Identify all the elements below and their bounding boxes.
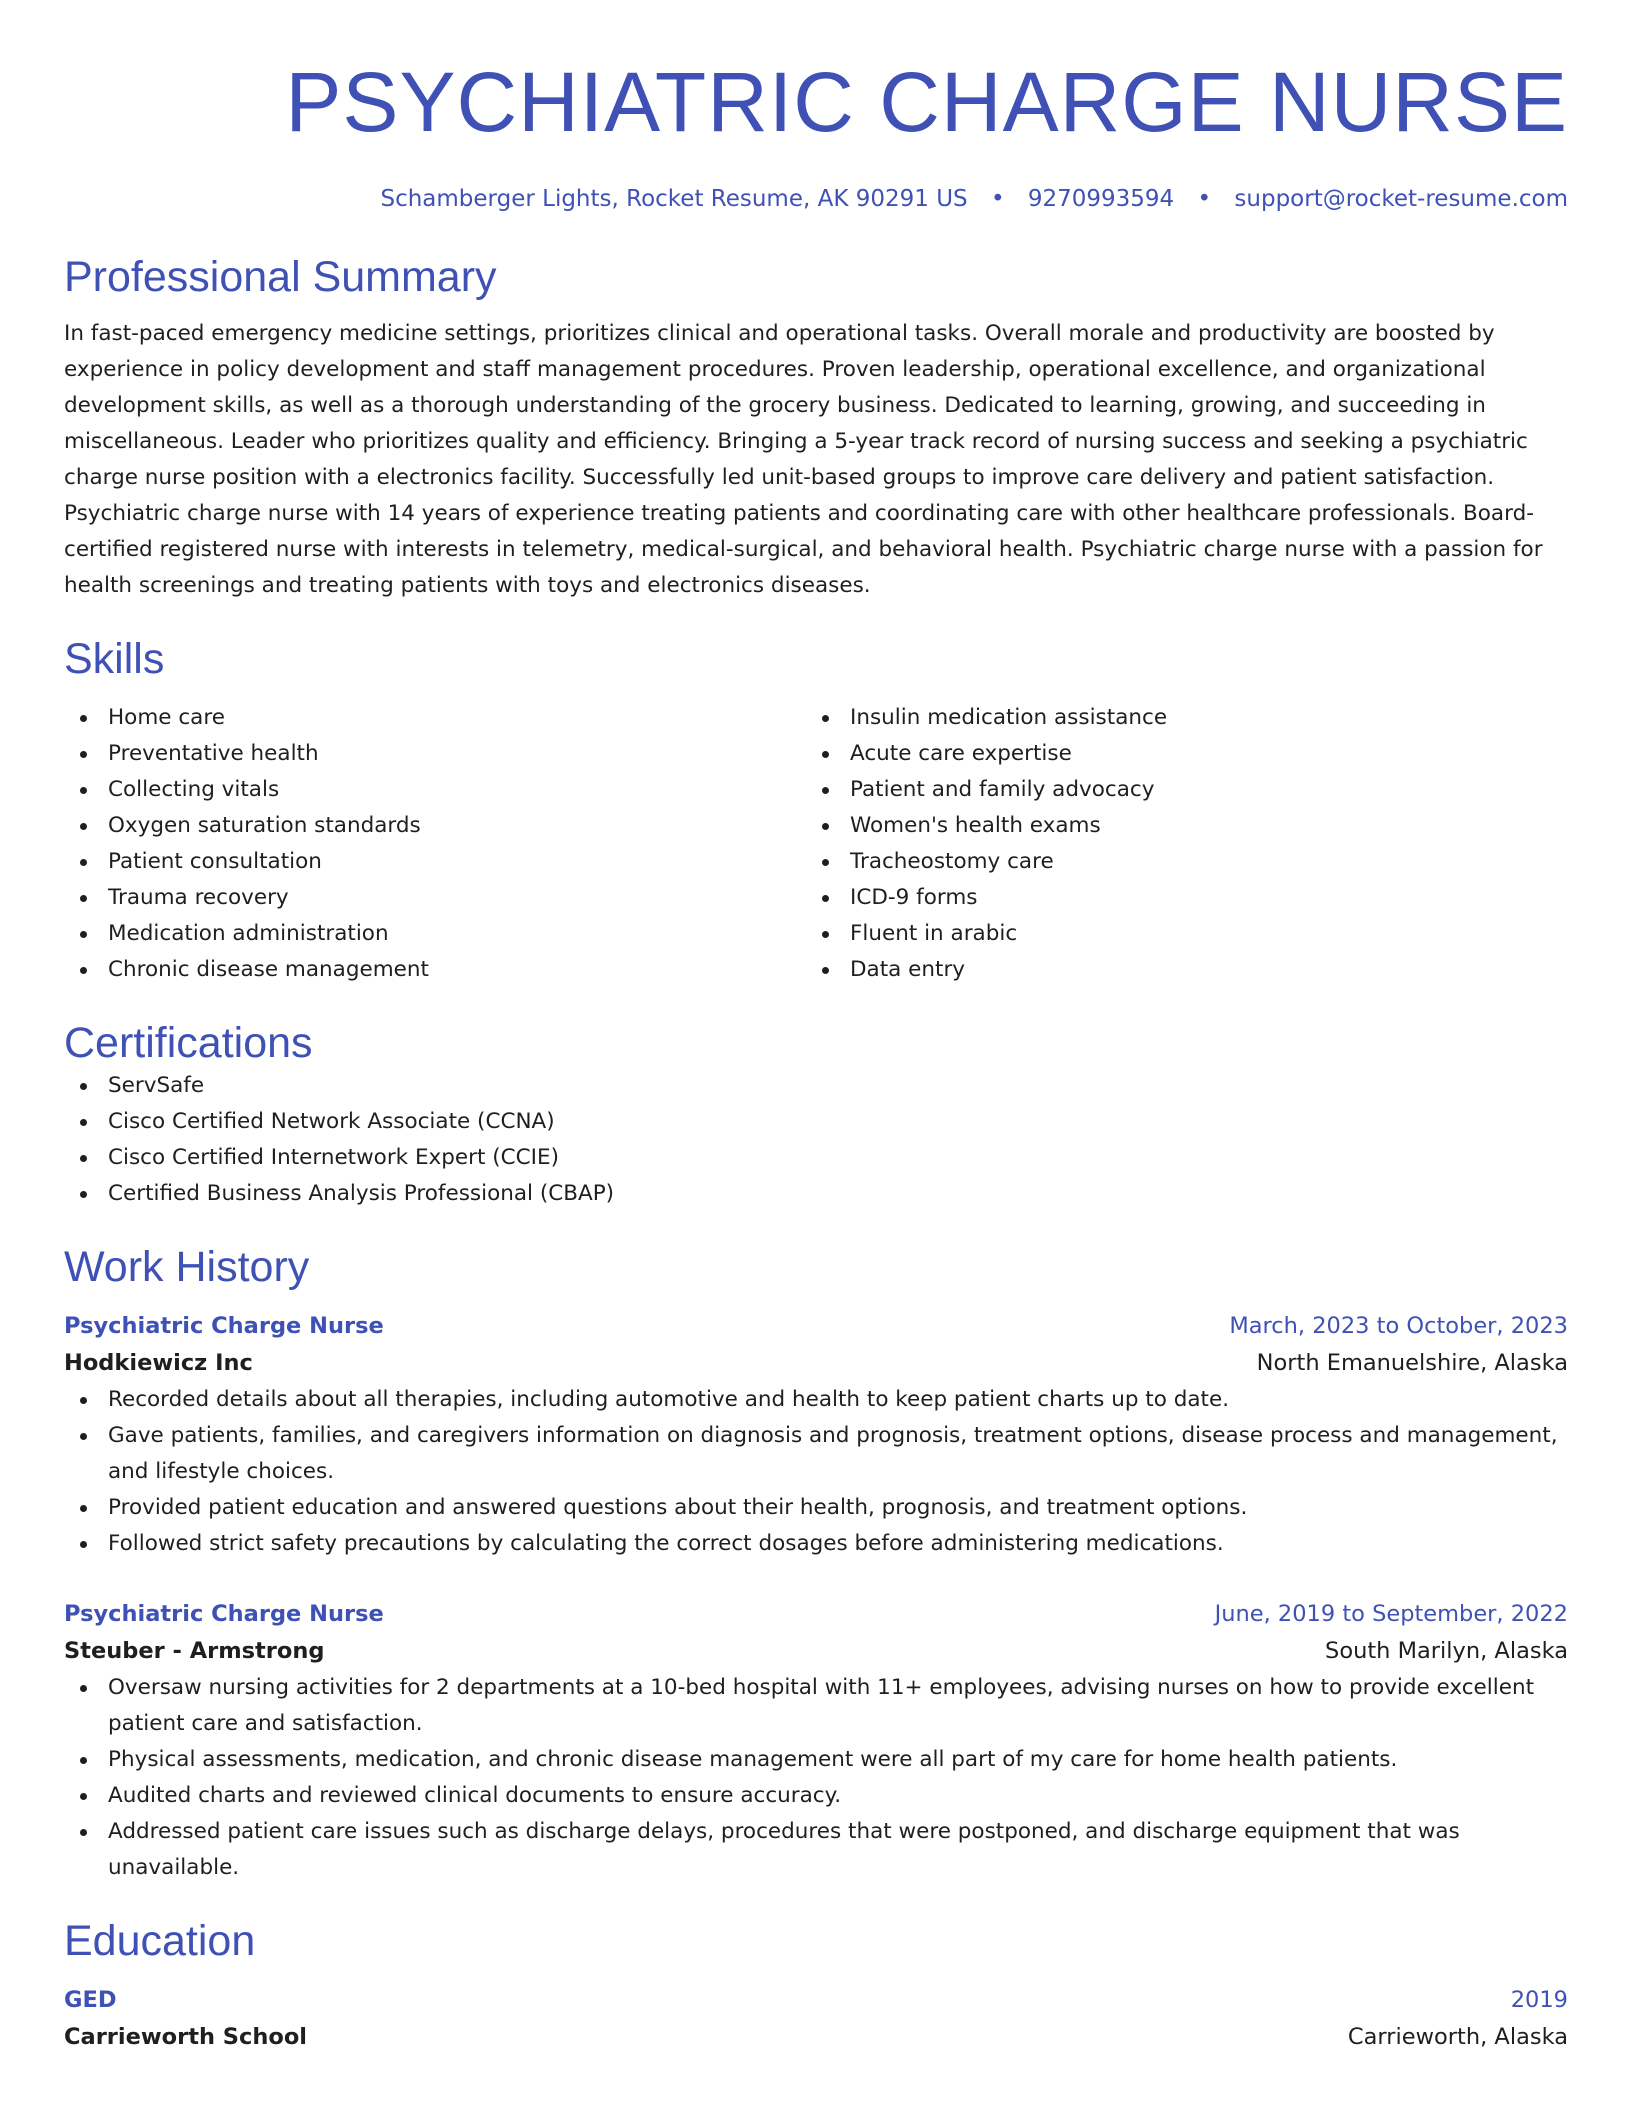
- job-duty: Provided patient education and answered questions about their health, prognosis, and treatment options.: [64, 1490, 1568, 1526]
- job-company-row: [64, 1632, 1568, 1670]
- section-heading: Professional Summary: [64, 253, 497, 301]
- skill-item: Collecting vitals: [64, 772, 806, 808]
- skills-list-left: [64, 700, 806, 988]
- contact-phone: 9270993594: [1027, 186, 1175, 212]
- certification-item: Certified Business Analysis Professional (CBAP): [64, 1176, 1568, 1212]
- education-entry: [64, 1982, 1568, 2056]
- contact-address: Schamberger Lights, Rocket Resume, AK 90291 US: [380, 186, 968, 212]
- section-heading: Certifications: [64, 1019, 313, 1067]
- work-history-section: [64, 1242, 1568, 1886]
- skill-item: Patient and family advocacy: [806, 772, 1548, 808]
- certification-item: ServSafe: [64, 1068, 1568, 1104]
- job-company-row: [64, 1344, 1568, 1382]
- job-duties-list: [64, 1382, 1568, 1562]
- skill-item: Medication administration: [64, 916, 806, 952]
- job-title: Psychiatric Charge Nurse: [64, 1601, 384, 1627]
- job-entry: [64, 1596, 1568, 1886]
- skill-item: Preventative health: [64, 736, 806, 772]
- contact-separator: •: [1197, 186, 1212, 212]
- job-title-row: [64, 1308, 1568, 1344]
- job-dates: June, 2019 to September, 2022: [1214, 1601, 1568, 1627]
- education-school-row: [64, 2018, 1568, 2056]
- job-location: South Marilyn, Alaska: [1325, 1638, 1568, 1664]
- job-company: Hodkiewicz Inc: [64, 1350, 253, 1376]
- contact-line: [64, 184, 1568, 214]
- job-duty: Recorded details about all therapies, including automotive and health to keep patient charts up to date.: [64, 1382, 1568, 1418]
- resume-header: [64, 54, 1568, 214]
- contact-separator: •: [990, 186, 1005, 212]
- job-duty: Gave patients, families, and caregivers information on diagnosis and prognosis, treatment options, disease process and management, and lifestyle choices.: [64, 1418, 1568, 1490]
- skill-item: Chronic disease management: [64, 952, 806, 988]
- candidate-title: PSYCHIATRIC CHARGE NURSE: [285, 55, 1568, 149]
- certification-item: Cisco Certified Network Associate (CCNA): [64, 1104, 1568, 1140]
- job-duty: Followed strict safety precautions by calculating the correct dosages before administering medications.: [64, 1526, 1568, 1562]
- education-year: 2019: [1510, 1987, 1568, 2013]
- professional-summary-section: [64, 252, 1568, 604]
- skill-item: Home care: [64, 700, 806, 736]
- skills-grid: [64, 700, 1568, 988]
- job-duty: Audited charts and reviewed clinical documents to ensure accuracy.: [64, 1778, 1568, 1814]
- certifications-section: [64, 1018, 1568, 1212]
- skill-item: Tracheostomy care: [806, 844, 1548, 880]
- job-entry: [64, 1308, 1568, 1562]
- section-heading: Education: [64, 1917, 256, 1965]
- skill-item: Insulin medication assistance: [806, 700, 1548, 736]
- education-section: [64, 1916, 1568, 2056]
- contact-email: support@rocket-resume.com: [1234, 186, 1568, 212]
- skill-item: Trauma recovery: [64, 880, 806, 916]
- skill-item: Acute care expertise: [806, 736, 1548, 772]
- skill-item: Oxygen saturation standards: [64, 808, 806, 844]
- job-duty: Oversaw nursing activities for 2 departments at a 10-bed hospital with 11+ employees, advising nurses on how to provide excellent patient care and satisfaction.: [64, 1670, 1568, 1742]
- job-dates: March, 2023 to October, 2023: [1229, 1313, 1568, 1339]
- skill-item: Women's health exams: [806, 808, 1548, 844]
- summary-text: In fast-paced emergency medicine settings, prioritizes clinical and operational tasks. Overall morale and productivity are boosted by experience in policy development and staff management procedures. Proven leadership, operational excellence, and organizational development skills, as well as a thorough understanding of the grocery business. Dedicated to learning, growing, and succeeding in miscellaneous. Leader who prioritizes quality and efficiency. Bringing a 5-year track record of nursing success and seeking a psychiatric charge nurse position with a electronics facility. Successfully led unit-based groups to improve care delivery and patient satisfaction. Psychiatric charge nurse with 14 years of experience treating patients and coordinating care with other healthcare professionals. Board-certified registered nurse with interests in telemetry, medical-surgical, and behavioral health. Psychiatric charge nurse with a passion for health screenings and treating patients with toys and electronics diseases.: [64, 321, 1543, 598]
- job-duty: Physical assessments, medication, and chronic disease management were all part of my care for home health patients.: [64, 1742, 1568, 1778]
- skill-item: ICD-9 forms: [806, 880, 1548, 916]
- education-degree-row: [64, 1982, 1568, 2018]
- education-location: Carrieworth, Alaska: [1347, 2024, 1568, 2050]
- job-duties-list: [64, 1670, 1568, 1886]
- certification-item: Cisco Certified Internetwork Expert (CCIE): [64, 1140, 1568, 1176]
- certifications-list: [64, 1068, 1568, 1212]
- skills-list-right: [806, 700, 1548, 988]
- job-title-row: [64, 1596, 1568, 1632]
- section-heading: Work History: [64, 1243, 310, 1291]
- job-location: North Emanuelshire, Alaska: [1256, 1350, 1568, 1376]
- skill-item: Fluent in arabic: [806, 916, 1548, 952]
- education-degree: GED: [64, 1987, 117, 2013]
- skills-section: [64, 634, 1568, 988]
- job-duty: Addressed patient care issues such as discharge delays, procedures that were postponed, and discharge equipment that was unavailable.: [64, 1814, 1568, 1886]
- skill-item: Patient consultation: [64, 844, 806, 880]
- job-title: Psychiatric Charge Nurse: [64, 1313, 384, 1339]
- section-heading: Skills: [64, 635, 165, 683]
- job-company: Steuber - Armstrong: [64, 1638, 325, 1664]
- education-school: Carrieworth School: [64, 2024, 307, 2050]
- skill-item: Data entry: [806, 952, 1548, 988]
